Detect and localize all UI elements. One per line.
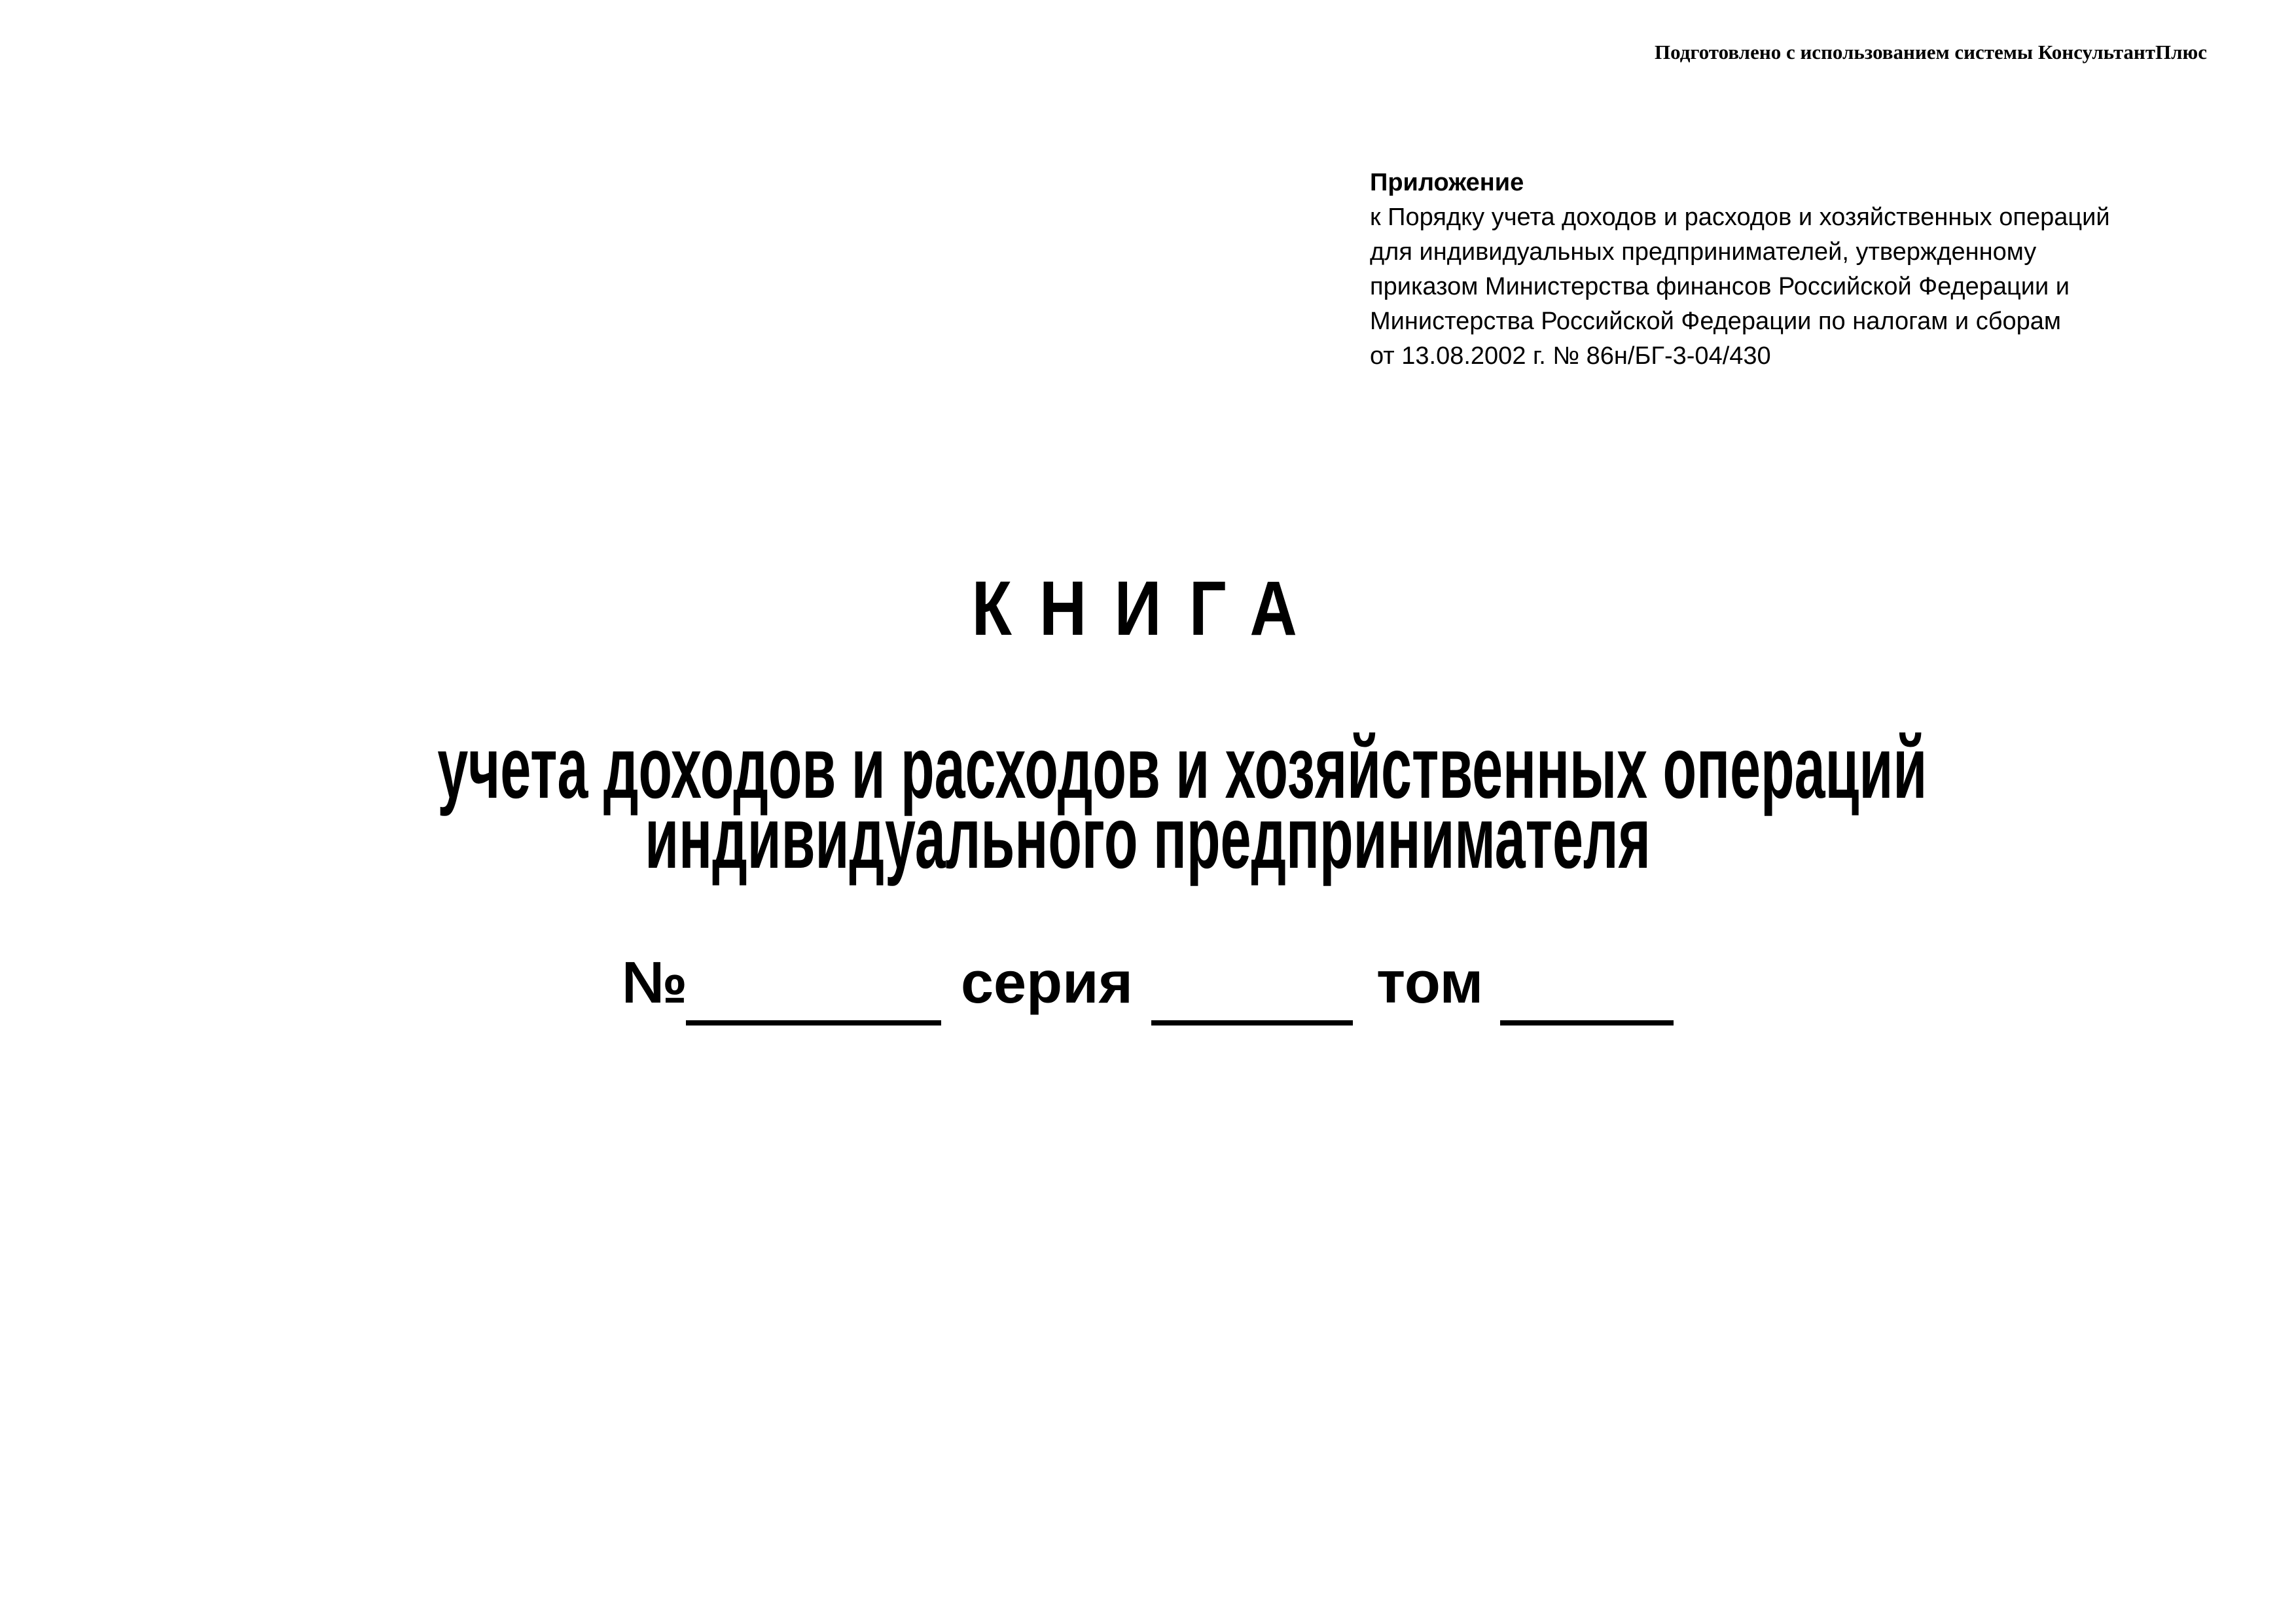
document-title: КНИГА [971, 565, 1325, 652]
volume-blank-field [1500, 1020, 1674, 1026]
document-subtitle-line-1: учета доходов и расходов и хозяйственных операций [437, 719, 1928, 817]
consultantplus-prepared-note: Подготовлено с использованием системы КонсультантПлюс [1655, 41, 2207, 63]
appendix-line: приказом Министерства финансов Российской Федерации и [1370, 273, 2070, 300]
volume-label: том [1376, 950, 1484, 1016]
appendix-line: Министерства Российской Федерации по налогам и сборам [1370, 308, 2062, 335]
document-subtitle-line-2: индивидуального предпринимателя [645, 789, 1651, 887]
series-blank-field [1151, 1020, 1353, 1026]
appendix-title: Приложение [1370, 169, 1524, 196]
document-subtitle-row-2 [0, 789, 2296, 887]
appendix-block [1370, 166, 2110, 374]
number-blank-field [686, 1020, 941, 1026]
appendix-line: для индивидуальных предпринимателей, утвержденному [1370, 238, 2037, 266]
appendix-line: от 13.08.2002 г. № 86н/БГ-3-04/430 [1370, 342, 1771, 370]
document-title-row [0, 565, 2296, 652]
number-label: № [622, 950, 688, 1016]
series-label: серия [961, 950, 1133, 1016]
appendix-line: к Порядку учета доходов и расходов и хозяйственных операций [1370, 204, 2110, 231]
